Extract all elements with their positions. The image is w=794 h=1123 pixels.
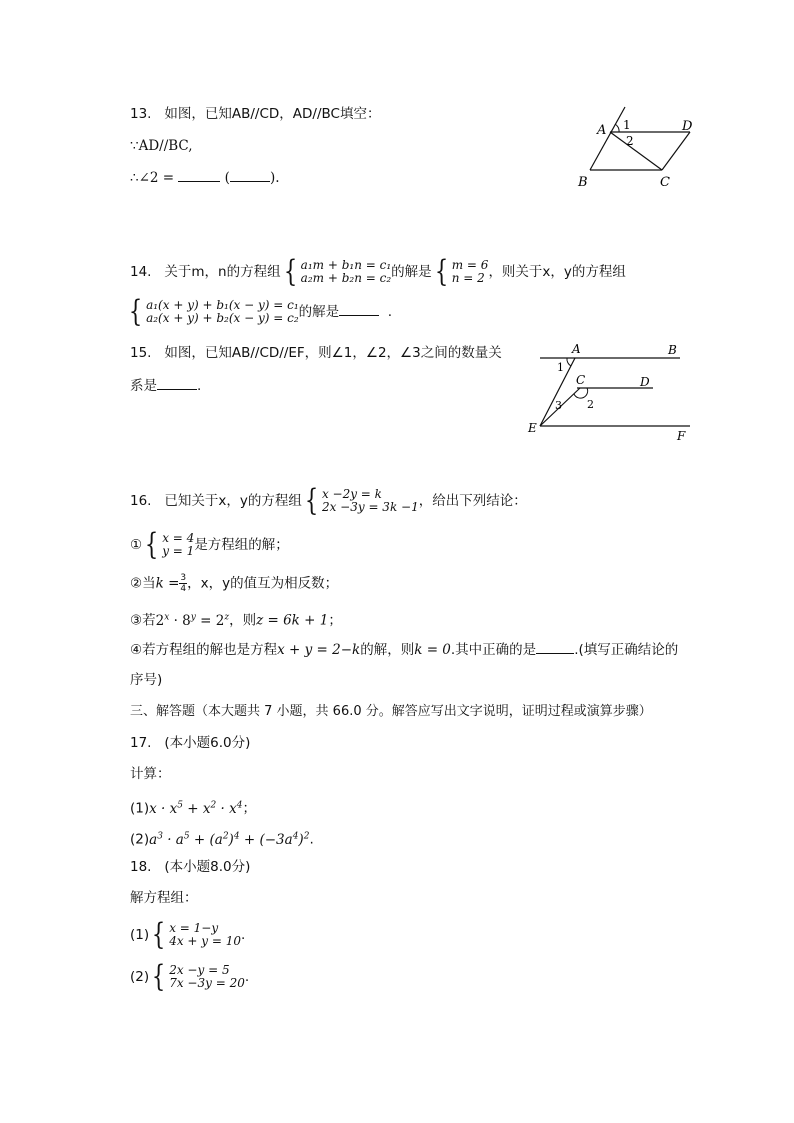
q15-label-E: E bbox=[528, 421, 537, 435]
q13-number: 13. bbox=[130, 106, 152, 122]
q16-answer-blank[interactable] bbox=[536, 641, 574, 654]
q15-angle-2: 2 bbox=[587, 398, 594, 411]
q18-p1-label: (1) bbox=[130, 927, 150, 943]
q17-p1-expr: $x \cdot x^5 + x^2 \cdot x^4$ bbox=[149, 800, 243, 817]
q17-intro bbox=[130, 766, 171, 782]
q15-line2-suffix: . bbox=[197, 378, 202, 394]
section3-heading bbox=[130, 704, 652, 720]
q17-score: (本小题6.0分) bbox=[164, 735, 251, 751]
q15-label-B: B bbox=[668, 343, 677, 357]
q18-part1 bbox=[130, 917, 246, 952]
q14-sys2-row2: n = 2 bbox=[451, 271, 485, 285]
q16-c4-eq: x + y = 2−k bbox=[277, 642, 361, 658]
q16-line1 bbox=[130, 483, 527, 518]
q16-sys-row2: 2x −3y = 3k −1 bbox=[321, 500, 419, 514]
q16-c1-row1: x = 4 bbox=[162, 531, 195, 545]
q16-c4-text-c: .其中正确的是 bbox=[450, 642, 537, 658]
q16-c2-fraction bbox=[179, 573, 187, 594]
q14-sys1-row1: a₁m + b₁n = c₁ bbox=[300, 258, 392, 272]
q18-p2-label: (2) bbox=[130, 969, 150, 985]
q14-text-b: 的解是 bbox=[391, 264, 432, 280]
q13-figure bbox=[570, 102, 700, 192]
q17-header bbox=[130, 735, 250, 751]
q16-c3-text-a: 若 bbox=[142, 612, 156, 629]
section3-heading-text: 三、解答题（本大题共 7 小题，共 66.0 分。解答应写出文字说明，证明过程或演算步骤） bbox=[130, 704, 652, 719]
q16-conclusion-2 bbox=[130, 573, 338, 594]
q16-conclusion-3 bbox=[130, 609, 342, 629]
q13-text: 如图，已知AB//CD，AD//BC填空： bbox=[164, 106, 381, 122]
q15-answer-blank[interactable] bbox=[157, 377, 197, 390]
q13-label-C: C bbox=[660, 175, 670, 190]
q14-sys2-row1: m = 6 bbox=[451, 258, 489, 272]
q13-line3: ∴∠2 = ( ). bbox=[130, 170, 280, 186]
q14-answer-blank[interactable] bbox=[339, 303, 379, 316]
q16-text-a: 已知关于x，y的方程组 bbox=[164, 493, 302, 509]
q17-part1: $(1)x \cdot x^5 + x^2 \cdot x^4$； bbox=[130, 800, 256, 817]
q18-part2 bbox=[130, 959, 250, 994]
q15-line2-prefix: 系是 bbox=[130, 378, 157, 394]
q17-number: 17. bbox=[130, 735, 152, 751]
q18-number: 18. bbox=[130, 859, 152, 875]
q13-blank-2[interactable] bbox=[230, 169, 270, 182]
q14-text-c: ，则关于x，y的方程组 bbox=[488, 264, 626, 280]
q18-p1-system: { x = 1−y 4x + y = 10 bbox=[151, 917, 242, 952]
q13-angle-1: 1 bbox=[623, 118, 631, 132]
q14-end: . bbox=[387, 304, 393, 320]
q18-p2-system: { 2x −y = 5 7x −3y = 20 bbox=[151, 959, 245, 994]
q13-blank-1[interactable] bbox=[178, 169, 220, 182]
q16-c4-line2: 序号) bbox=[130, 672, 163, 688]
q15-text: 如图，已知AB//CD//EF，则∠1，∠2，∠3之间的数量关 bbox=[164, 345, 502, 361]
q18-intro bbox=[130, 890, 198, 906]
q18-score: (本小题8.0分) bbox=[164, 859, 251, 875]
q15-line2 bbox=[130, 377, 201, 394]
q18-p1-row1: x = 1−y bbox=[169, 921, 219, 935]
q18-p2-row2: 7x −3y = 20 bbox=[169, 976, 245, 990]
q16-c1-mark: ① bbox=[130, 537, 143, 553]
q16-c4-k: k = 0 bbox=[414, 642, 451, 658]
q15-figure bbox=[525, 340, 695, 445]
q17-p2-label: (2) bbox=[130, 831, 150, 848]
q13-line1 bbox=[130, 106, 380, 122]
q16-conclusion-4-line2 bbox=[130, 672, 162, 688]
q14-text-d: 的解是 bbox=[298, 304, 340, 320]
q15-angle-3: 3 bbox=[555, 399, 562, 412]
q13-label-D: D bbox=[682, 119, 693, 134]
q14-text-a: 关于m，n的方程组 bbox=[164, 264, 281, 280]
q16-c2-denominator: 4 bbox=[180, 584, 187, 594]
q15-angle-1: 1 bbox=[557, 361, 564, 374]
q16-c3-mark: ③ bbox=[130, 612, 143, 629]
q13-label-B: B bbox=[578, 175, 588, 190]
q18-header bbox=[130, 859, 250, 875]
q14-sys1-row2: a₂m + b₂n = c₂ bbox=[300, 271, 392, 285]
q16-c1-row2: y = 1 bbox=[162, 544, 195, 558]
q16-c2-numerator: 3 bbox=[180, 573, 187, 583]
q15-label-D: D bbox=[640, 375, 650, 389]
q17-p1-label: (1) bbox=[130, 800, 150, 817]
q14-system-3: { a₁(x + y) + b₁(x − y) = c₁ a₂(x + y) + b₂(x − y) = c₂ bbox=[128, 294, 299, 329]
q16-number: 16. bbox=[130, 493, 152, 509]
q16-system: { x −2y = k 2x −3y = 3k −1 bbox=[304, 483, 419, 518]
q16-c4-text-a: 若方程组的解也是方程 bbox=[142, 642, 278, 658]
q14-sys3-row1: a₁(x + y) + b₁(x − y) = c₁ bbox=[146, 298, 299, 312]
q13-line2 bbox=[130, 138, 193, 154]
q16-c2-text-b: ，x，y的值互为相反数； bbox=[187, 575, 339, 592]
q16-c4-text-d: .(填写正确结论的 bbox=[574, 642, 679, 658]
q13-conclusion: ∴∠2 = bbox=[130, 170, 175, 186]
q18-intro-text: 解方程组： bbox=[130, 890, 198, 906]
q18-p1-dot: . bbox=[241, 927, 246, 943]
q16-c3-text-b: ，则 bbox=[229, 612, 257, 629]
q13-angle-2: 2 bbox=[626, 134, 634, 148]
q15-label-F: F bbox=[677, 429, 686, 443]
q17-part2: $(2)a^3 \cdot a^5 + (a^2)^4 + (-3a^4)^2$. bbox=[130, 831, 314, 848]
q16-text-b: ，给出下列结论： bbox=[418, 493, 527, 509]
q15-number: 15. bbox=[130, 345, 152, 361]
q16-c4-mark: ④ bbox=[130, 642, 143, 658]
q13-given: ∵AD//BC, bbox=[130, 138, 193, 154]
q17-p2-expr: $a^3 \cdot a^5 + (a^2)^4 + (-3a^4)^2$ bbox=[149, 831, 310, 848]
q16-c2-mark: ② bbox=[130, 575, 143, 592]
q18-p2-dot: . bbox=[244, 969, 250, 985]
q16-c3-expr: z = 6k + 1 bbox=[256, 612, 329, 629]
q16-c3-power-expr: $2^x \cdot 8^y = 2^z$ bbox=[155, 612, 230, 629]
q13-label-A: A bbox=[597, 123, 607, 138]
q16-conclusion-1 bbox=[130, 527, 289, 562]
q14-line1 bbox=[130, 254, 626, 289]
q15-label-A: A bbox=[572, 342, 581, 356]
q15-line1 bbox=[130, 345, 502, 361]
q17-intro-text: 计算： bbox=[130, 766, 171, 782]
q14-number: 14. bbox=[130, 264, 152, 280]
q16-c1-system: { x = 4 y = 1 bbox=[144, 527, 195, 562]
q14-sys3-row2: a₂(x + y) + b₂(x − y) = c₂ bbox=[146, 311, 299, 325]
q15-label-C: C bbox=[576, 373, 586, 387]
q14-system-2: { m = 6 n = 2 bbox=[434, 254, 489, 289]
q14-system-1: { a₁m + b₁n = c₁ a₂m + b₂n = c₂ bbox=[283, 254, 392, 289]
q16-c4-text-b: 的解，则 bbox=[360, 642, 415, 658]
q16-c3-end: ； bbox=[328, 612, 342, 629]
q13-close: ). bbox=[269, 170, 280, 186]
q16-c1-text: 是方程组的解； bbox=[194, 537, 289, 553]
q16-sys-row1: x −2y = k bbox=[321, 487, 382, 501]
q18-p1-row2: 4x + y = 10 bbox=[169, 934, 242, 948]
q18-p2-row1: 2x −y = 5 bbox=[169, 963, 230, 977]
q16-c2-text-a: 当 bbox=[142, 575, 156, 592]
q16-c2-k: k = bbox=[155, 575, 180, 592]
q14-line2 bbox=[126, 294, 393, 329]
q16-conclusion-4 bbox=[130, 641, 678, 658]
